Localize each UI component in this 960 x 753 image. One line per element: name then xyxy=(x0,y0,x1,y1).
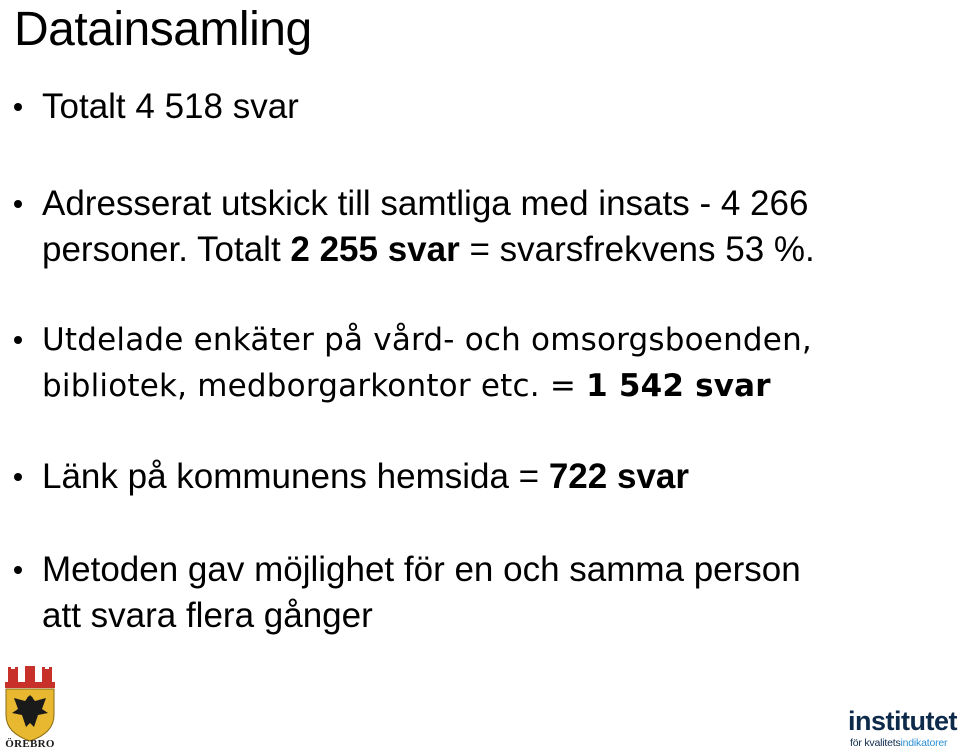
bullet-line xyxy=(42,182,808,226)
bullet-text: personer. Totalt xyxy=(42,230,291,269)
bullet-text: att svara flera gånger xyxy=(42,596,373,635)
bullet-dot-icon xyxy=(14,200,22,208)
bullet-dot-icon xyxy=(14,473,22,481)
institute-subtitle xyxy=(850,736,947,750)
bullet-line xyxy=(42,594,373,638)
institute-wordmark: institutet xyxy=(848,706,957,736)
bullet-dot-icon xyxy=(14,103,22,111)
bullet-line xyxy=(42,455,689,499)
bullet-text: Totalt 4 518 svar xyxy=(42,87,299,126)
bullet-text: bibliotek, medborgarkontor etc. = xyxy=(42,368,587,404)
bullet-line xyxy=(42,364,771,408)
institute-subtitle-b: indikatorer xyxy=(900,737,948,749)
bullet-line xyxy=(42,548,801,592)
bullet-emphasis: 722 svar xyxy=(548,457,689,496)
page-title: Datainsamling xyxy=(14,3,312,56)
bullet-text: Adresserat utskick till samtliga med insats - 4 266 xyxy=(42,184,809,223)
bullet-line xyxy=(42,85,299,129)
bullet-text: Metoden gav möjlighet för en och samma person xyxy=(42,550,801,589)
bullet-line xyxy=(42,318,812,362)
bullet-dot-icon xyxy=(14,336,22,344)
crest-label: ÖREBRO xyxy=(5,738,55,750)
bullet-line xyxy=(42,228,815,272)
institute-logo xyxy=(848,706,960,753)
institute-subtitle-a: för kvalitets xyxy=(850,737,901,749)
bullet-text: Utdelade enkäter på vård- och omsorgsboenden, xyxy=(42,322,812,358)
bullet-emphasis: 2 255 svar xyxy=(290,230,460,269)
bullet-emphasis: 1 542 svar xyxy=(586,368,771,404)
bullet-text: = svarsfrekvens 53 %. xyxy=(459,230,815,269)
bullet-dot-icon xyxy=(14,566,22,574)
bullet-text: Länk på kommunens hemsida = xyxy=(42,457,549,496)
